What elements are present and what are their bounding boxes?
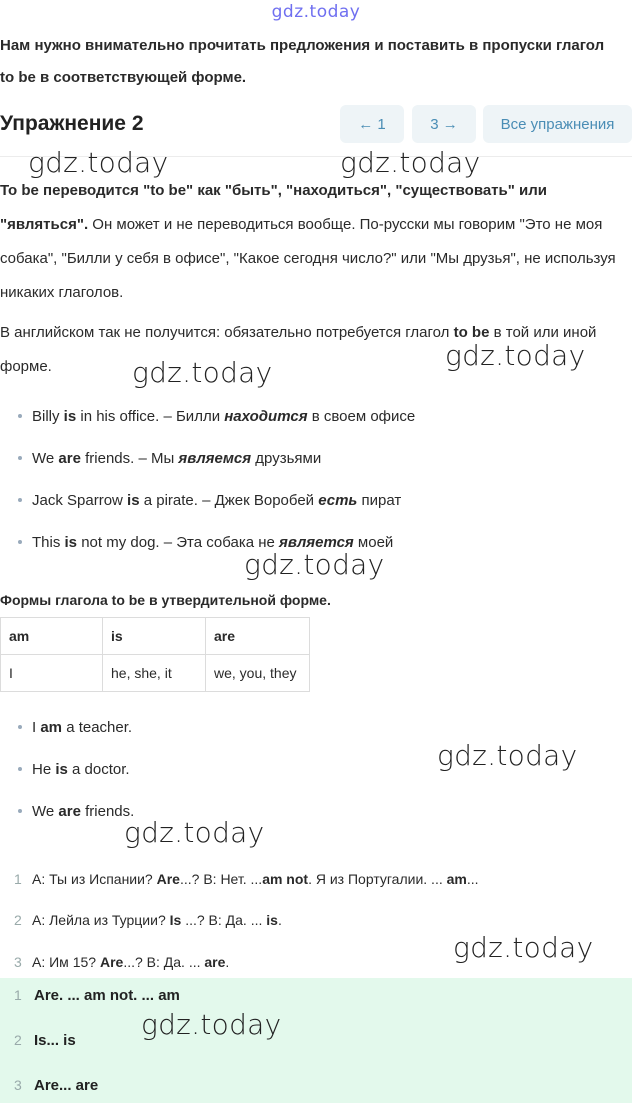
bullet-icon xyxy=(18,767,22,771)
list-item: Jack Sparrow is a pirate. – Джек Воробей есть пират xyxy=(18,492,401,509)
table-header-cell: is xyxy=(103,618,206,655)
exercise-title: Упражнение 2 xyxy=(0,112,144,135)
watermark: gdz.today xyxy=(141,1008,282,1041)
watermark: gdz.today xyxy=(340,146,481,179)
bullet-icon xyxy=(18,456,22,460)
list-item: He is a doctor. xyxy=(18,761,130,778)
table-cell: he, she, it xyxy=(103,655,206,692)
bullet-icon xyxy=(18,498,22,502)
list-item: This is not my dog. – Эта собака не является моей xyxy=(18,534,393,551)
bullet-icon xyxy=(18,725,22,729)
site-logo[interactable]: gdz.today xyxy=(271,2,361,22)
paragraph-english-note: В английском так не получится: обязательно потребуется глагол to be в той или иной форме. xyxy=(0,324,597,375)
watermark: gdz.today xyxy=(28,146,169,179)
next-exercise-button[interactable]: 3 → xyxy=(412,105,476,143)
prev-exercise-button[interactable]: ← 1 xyxy=(340,105,404,143)
watermark: gdz.today xyxy=(124,816,265,849)
watermark: gdz.today xyxy=(132,356,273,389)
table-header-cell: am xyxy=(1,618,103,655)
intro-text: Нам нужно внимательно прочитать предложения и поставить в пропуски глагол to be в соответствующей форме. xyxy=(0,37,605,86)
answer-item: 2 Is... is xyxy=(14,1032,76,1049)
bullet-icon xyxy=(18,540,22,544)
answer-item: 3 Are... are xyxy=(14,1077,99,1094)
table-header-row xyxy=(1,618,310,655)
watermark: gdz.today xyxy=(437,739,578,772)
task-item: 3 A: Им 15? Are...? B: Да. ... are. xyxy=(14,954,230,970)
table-header-cell: are xyxy=(206,618,310,655)
list-item: We are friends. xyxy=(18,803,134,820)
watermark: gdz.today xyxy=(244,548,385,581)
list-item: I am a teacher. xyxy=(18,719,132,736)
forms-table xyxy=(0,617,310,692)
list-item: Billy is in his office. – Билли находится в своем офисе xyxy=(18,408,415,425)
all-exercises-button[interactable]: Все упражнения xyxy=(483,105,632,143)
task-item: 2 A: Лейла из Турции? Is ...? B: Да. ... is. xyxy=(14,912,282,928)
bullet-icon xyxy=(18,414,22,418)
table-cell: I xyxy=(1,655,103,692)
task-item: 1 A: Ты из Испании? Are...? B: Нет. ...am not. Я из Португалии. ... am... xyxy=(14,871,479,887)
watermark: gdz.today xyxy=(445,339,586,372)
answer-item: 1 Are. ... am not. ... am xyxy=(14,987,180,1004)
watermark: gdz.today xyxy=(453,931,594,964)
paragraph-explanation: To be переводится "to be" как "быть", "находиться", "существовать" или "являться". Он может и не переводиться вообще. По-русски мы говорим "Это не моя собака", "Билли у себя в офисе", "Какое сегодня число?" или "Мы друзья", не используя никаких глаголов. xyxy=(0,182,616,301)
bullet-icon xyxy=(18,809,22,813)
table-row xyxy=(1,655,310,692)
forms-heading: Формы глагола to be в утвердительной форме. xyxy=(0,592,331,608)
table-cell: we, you, they xyxy=(206,655,310,692)
list-item: We are friends. – Мы являемся друзьями xyxy=(18,450,321,467)
